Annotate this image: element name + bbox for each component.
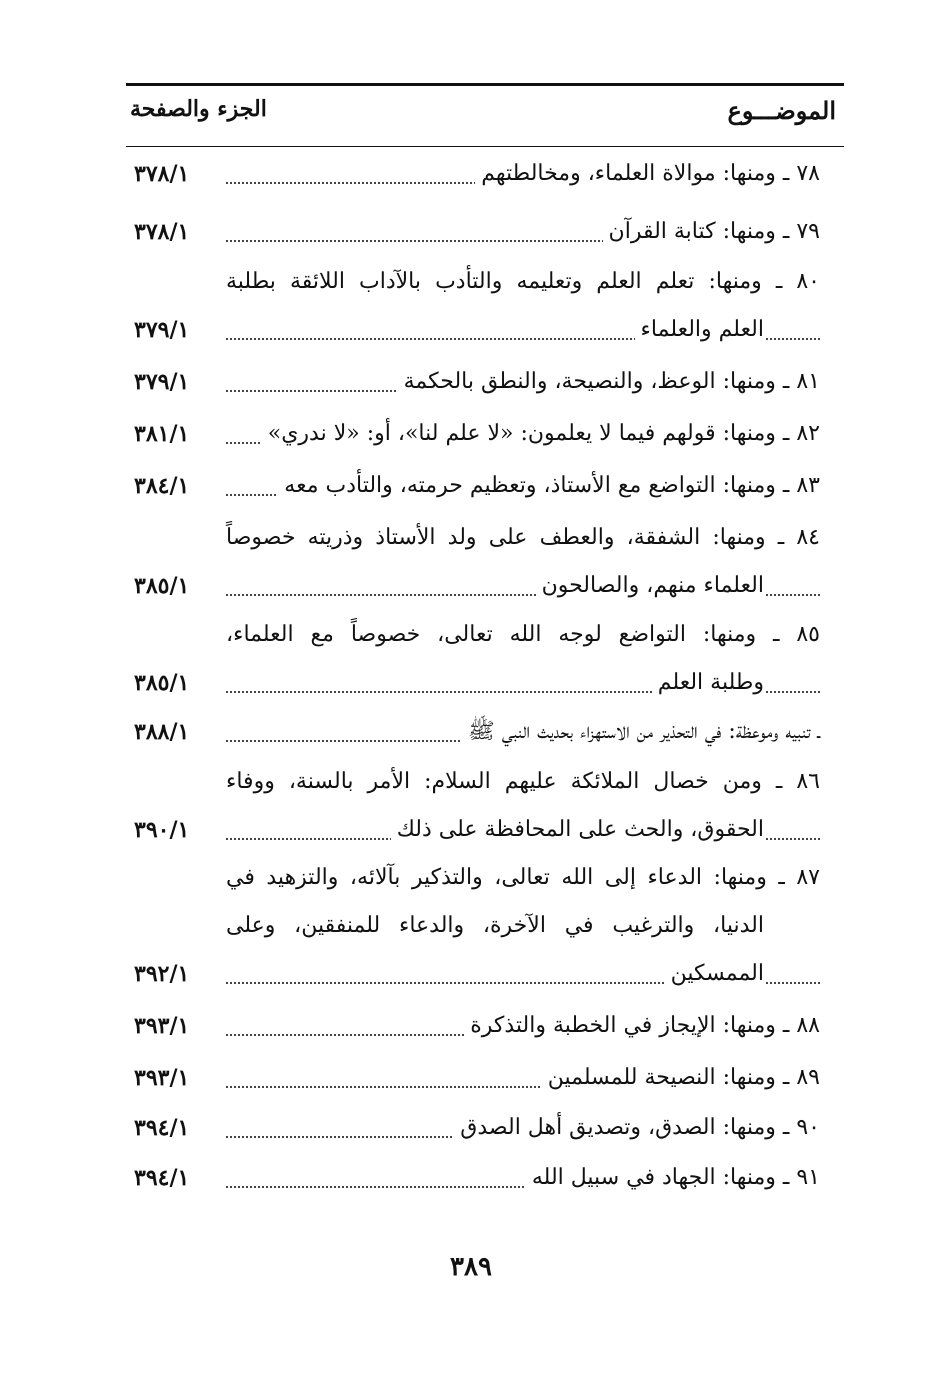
toc-entry [126, 212, 844, 260]
page-number: ٣٨٩ [450, 1252, 492, 1282]
toc-entry-line [126, 414, 820, 460]
toc-entry-page-ref: ٣٧٨/١ [134, 219, 190, 245]
toc-entry-page-ref: ٣٧٩/١ [134, 369, 190, 395]
toc-entry-text: ٨٢ ـ ومنها: قولهم فيما لا يعلمون: «لا علم لنا»، أو: «لا ندري» [262, 414, 820, 454]
toc-entry-page-ref: ٣٨٨/١ [134, 719, 190, 745]
toc-entry-page-ref: ٣٧٩/١ [134, 317, 190, 343]
toc-entry-line [126, 954, 820, 1000]
toc-entry [126, 762, 844, 858]
toc-entry-line [126, 518, 820, 564]
toc-entry [126, 262, 844, 358]
toc-entry-line [126, 466, 820, 512]
topic-column-label: الموضـــوع [727, 96, 836, 125]
top-rule [126, 83, 844, 86]
toc-entry [126, 858, 844, 1002]
toc-entry-text: ٨٦ ـ ومن خصال الملائكة عليهم السلام: الأمر بالسنة، ووفاء [226, 762, 820, 802]
header-rule [126, 146, 844, 147]
toc-entry-line [126, 663, 820, 709]
toc-entry-line [126, 310, 820, 356]
toc-entry-text: ٨٥ ـ ومنها: التواضع لوجه الله تعالى، خصوصاً مع العلماء، [226, 615, 820, 655]
toc-entry-page-ref: ٣٩٠/١ [134, 817, 190, 843]
toc-entry-text: وطلبة العلم [652, 663, 764, 703]
toc-entry-line [126, 1058, 820, 1104]
toc-entry-line [126, 1158, 820, 1204]
toc-entry-line [126, 615, 820, 661]
toc-entry-text: ٩٠ ـ ومنها: الصدق، وتصديق أهل الصدق [454, 1108, 820, 1148]
toc-entry-line [126, 712, 820, 758]
toc-entry-line [126, 212, 820, 258]
toc-entry-text: ٨٣ ـ ومنها: التواضع مع الأستاذ، وتعظيم حرمته، والتأدب معه [278, 466, 820, 506]
toc-entry-line [126, 1108, 820, 1154]
toc-entry [126, 1006, 844, 1054]
toc-entry-text: ٨٤ ـ ومنها: الشفقة، والعطف على ولد الأستاذ وذريته خصوصاً [226, 518, 820, 558]
toc-entry-line [126, 1006, 820, 1052]
toc-entry [126, 615, 844, 711]
toc-entry-text: الدنيا، والترغيب في الآخرة، والدعاء للمنفقين، وعلى [226, 906, 764, 946]
toc-entry-page-ref: ٣٨٥/١ [134, 573, 190, 599]
toc-entry [126, 1158, 844, 1206]
toc-entry-text: ٨٩ ـ ومنها: النصيحة للمسلمين [542, 1058, 820, 1098]
toc-entry-text: ٨١ ـ ومنها: الوعظ، والنصيحة، والنطق بالحكمة [398, 362, 820, 402]
toc-entry [126, 414, 844, 462]
toc-entry-text: ٧٨ ـ ومنها: موالاة العلماء، ومخالطتهم [475, 154, 820, 194]
toc-entry-page-ref: ٣٨١/١ [134, 421, 190, 447]
toc-entry-text: ٧٩ ـ ومنها: كتابة القرآن [603, 212, 820, 252]
toc-entry-line [126, 762, 820, 808]
toc-entry [126, 1108, 844, 1156]
toc-entry-line [126, 154, 820, 200]
toc-entry-text: الممسكين [665, 954, 764, 994]
toc-entry-text: ـ تنبيه وموعظة: في التحذير من الاستهزاء بحديث النبي ﷺ [462, 712, 820, 752]
toc-entry-page-ref: ٣٩٢/١ [134, 961, 190, 987]
toc-entry-text: ٨٠ ـ ومنها: تعلم العلم وتعليمه والتأدب بالآداب اللائقة بطلبة [226, 262, 820, 302]
toc-entry-line [126, 262, 820, 308]
toc-entry-page-ref: ٣٨٤/١ [134, 473, 190, 499]
toc-entry [126, 466, 844, 514]
toc-entry-text: الحقوق، والحث على المحافظة على ذلك [391, 810, 764, 850]
toc-entry-page-ref: ٣٩٣/١ [134, 1013, 190, 1039]
toc-entry [126, 154, 844, 202]
toc-entry [126, 362, 844, 410]
toc-entry-page-ref: ٣٩٣/١ [134, 1065, 190, 1091]
toc-entry [126, 712, 844, 760]
toc-entry-page-ref: ٣٨٥/١ [134, 670, 190, 696]
toc-entry-text: العلم والعلماء [635, 310, 764, 350]
toc-entry-text: ٨٧ ـ ومنها: الدعاء إلى الله تعالى، والتذكير بآلائه، والتزهيد في [226, 858, 820, 898]
toc-entry-line [126, 362, 820, 408]
toc-entry-text: العلماء منهم، والصالحون [536, 566, 764, 606]
toc-entry-line [126, 906, 820, 952]
toc-entry-page-ref: ٣٩٤/١ [134, 1115, 190, 1141]
toc-entry-line [126, 810, 820, 856]
toc-entry [126, 518, 844, 614]
toc-entry-page-ref: ٣٩٤/١ [134, 1165, 190, 1191]
toc-entry-line [126, 858, 820, 904]
toc-entry-line [126, 566, 820, 612]
toc-entry-page-ref: ٣٧٨/١ [134, 161, 190, 187]
toc-header [126, 96, 844, 136]
toc-entry-text: ٨٨ ـ ومنها: الإيجاز في الخطبة والتذكرة [464, 1006, 820, 1046]
page-column-label: الجزء والصفحة [130, 96, 267, 122]
toc-entry [126, 1058, 844, 1106]
toc-entry-text: ٩١ ـ ومنها: الجهاد في سبيل الله [526, 1158, 820, 1198]
